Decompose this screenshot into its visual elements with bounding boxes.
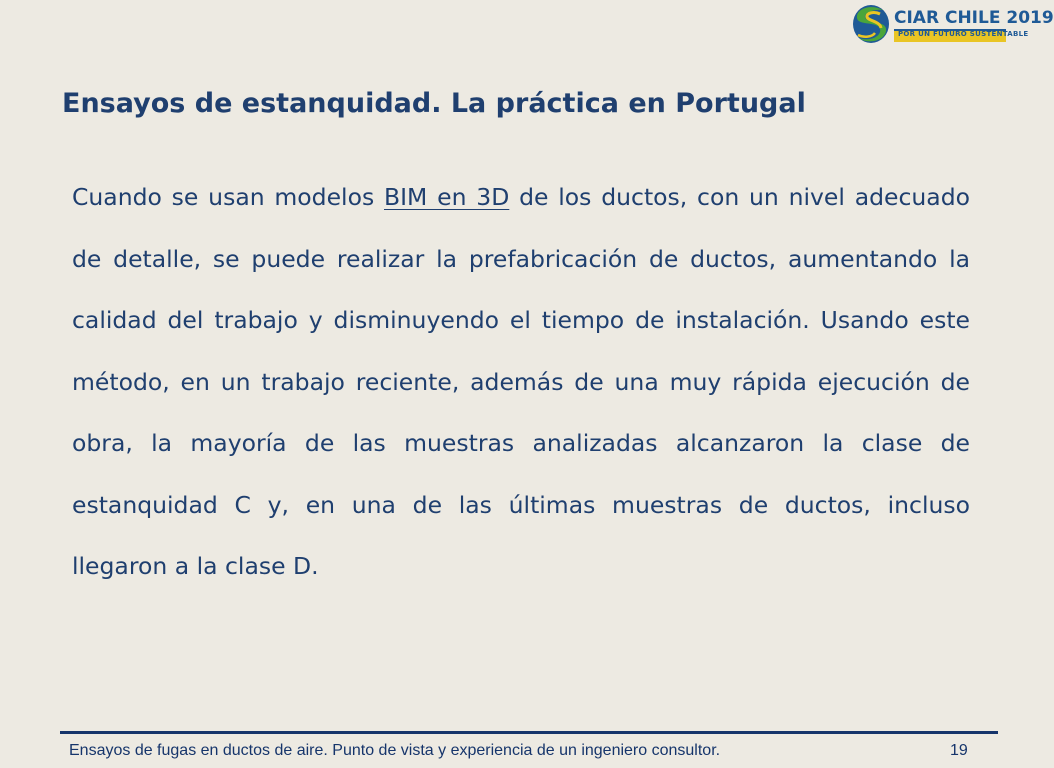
footer-caption: Ensayos de fugas en ductos de aire. Punto de vista y experiencia de un ingeniero consultor. [69,742,721,759]
body-text-start: Cuando se usan modelos [72,183,384,211]
bim-3d-link[interactable]: BIM en 3D [384,183,510,211]
logo-title: CIAR CHILE 2019 [894,8,1054,28]
slide-body [72,167,970,598]
logo-tagline: POR UN FUTURO SUSTENTABLE [898,30,1029,38]
ciar-logo-icon [850,2,892,46]
ciar-chile-logo [850,2,1054,48]
body-text-rest: de los ductos, con un nivel adecuado de detalle, se puede realizar la prefabricación de ductos, aumentando la calidad del trabajo y disminuyendo el tiempo de instalación. Usando este método, en un trabajo reciente, además de una muy rápida ejecución de obra, la mayoría de las muestras analizadas alcanzaron la clase de estanquidad C y, en una de las últimas muestras de ductos, incluso llegaron a la clase D. [72,183,971,580]
slide-title: Ensayos de estanquidad. La práctica en Portugal [62,88,806,119]
page-number: 19 [950,742,968,759]
footer-divider [60,731,998,734]
